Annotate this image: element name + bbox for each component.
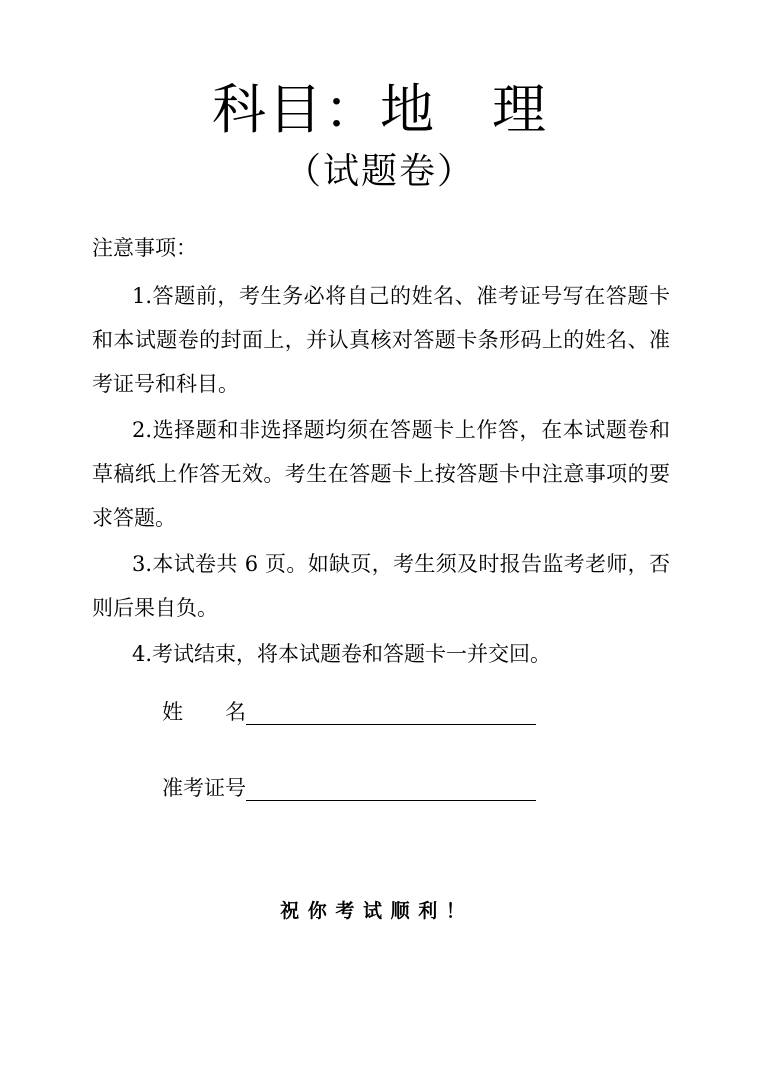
name-field-line[interactable] bbox=[246, 700, 536, 725]
note-item-3: 3.本试卷共 6 页。如缺页，考生须及时报告监考老师，否则后果自负。 bbox=[92, 552, 670, 620]
name-field-label: 姓 名 bbox=[162, 700, 246, 724]
exam-id-field-line[interactable] bbox=[246, 776, 536, 801]
exam-id-field bbox=[162, 773, 536, 803]
note-item-1: 1.答题前，考生务必将自己的姓名、准考证号写在答题卡和本试题卷的封面上，并认真核对答题卡条形码上的姓名、准考证号和科目。 bbox=[92, 284, 670, 396]
notes-heading: 注意事项： bbox=[92, 236, 197, 260]
exam-id-field-label: 准考证号 bbox=[162, 776, 246, 800]
subject-title: 科目：地 理 bbox=[212, 78, 548, 141]
paper-type-subtitle: （试题卷） bbox=[284, 151, 475, 192]
note-item-2: 2.选择题和非选择题均须在答题卡上作答，在本试题卷和草稿纸上作答无效。考生在答题卡上按答题卡中注意事项的要求答题。 bbox=[92, 418, 670, 530]
good-luck-message: 祝 你 考 试 顺 利 ！ bbox=[280, 900, 466, 922]
note-item-4: 4.考试结束，将本试题卷和答题卡一并交回。 bbox=[132, 642, 552, 666]
name-field bbox=[162, 697, 536, 727]
notes-list bbox=[92, 274, 670, 678]
